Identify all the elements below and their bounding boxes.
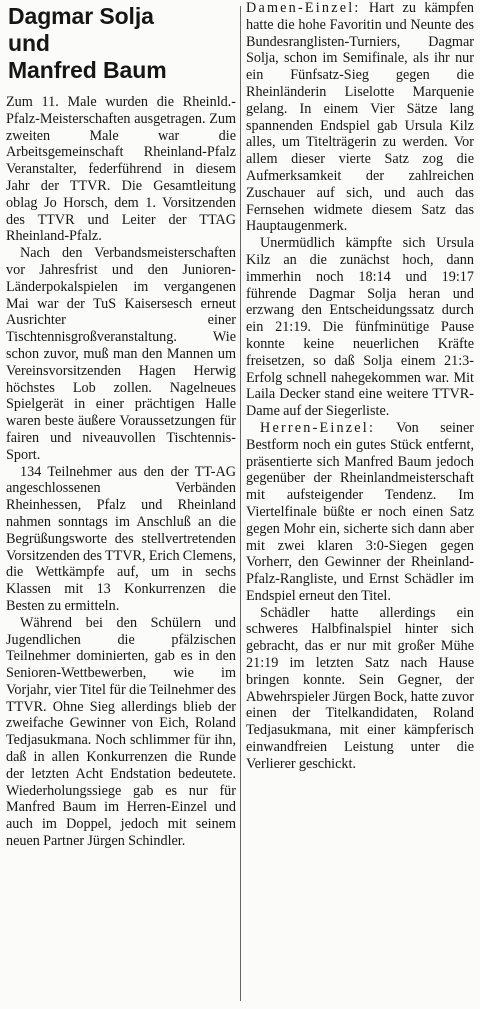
paragraph-women-final: Unermüdlich kämpfte sich Ursula Kilz an die zunächst hoch, dann immerhin noch 18:14 und 19:17 führende Dagmar Solja heran und erzwang den Entscheidungssatz durch ein 21:19. Die fünfminütige Pause konnte keine neuerlichen Kräfte freisetzen, so daß Solja einem 21:3-Erfolg schnell nahegekommen war. Mit Laila Decker stand eine weitere TTVR-Dame auf der Siegerliste. <box>246 235 474 420</box>
paragraph-men-semifinal: Schädler hatte allerdings ein schweres Halbfinalspiel hinter sich gebracht, das er nur mit großer Mühe 21:19 im letzten Satz nach Hause bringen konnte. Sein Gegner, der Abwehrspieler Jürgen Bock, hatte zuvor einen der Titelkandidaten, Roland Tedjasukmana, mit einer kämpferisch einwandfreien Leistung unter die Verlierer geschickt. <box>246 604 474 772</box>
headline-line-2: und <box>8 30 50 56</box>
paragraph-organizer: Nach den Verbandsmeisterschaften vor Jahresfrist und den Junioren-Länderpokalspielen im vergangenen Mai war der TuS Kaisersesch erneut Ausrichter einer Tischtennisgroßveranstaltung. Wie schon zuvor, muß man den Mannen um Vereinsvorsitzenden Hagen Herwig höchstes Lob zollen. Nagelneues Spielgerät in einer prächtigen Halle waren beste äußere Voraussetzungen für fairen und niveauvollen Tischtennis-Sport. <box>6 245 236 463</box>
left-column <box>6 0 236 1009</box>
paragraph-men-singles <box>246 420 474 605</box>
paragraph-results-overview: Während bei den Schülern und Jugendlichen die pfälzischen Teilnehmer dominierten, gab es in den Senioren-Wettbewerben, wie im Vorjahr, vier Titel für die Teilnehmer des TTVR. Ohne Sieg allerdings blieb der zweifache Gewinner von Eich, Roland Tedjasukmana. Noch schlimmer für ihn, daß in allen Konkurrenzen die Runde der letzten Acht Endstation bedeutete. Wiederholungssiege gab es nur für Manfred Baum im Herren-Einzel und auch im Doppel, jedoch mit seinem neuen Partner Jürgen Schindler. <box>6 614 236 850</box>
paragraph-women-singles <box>246 0 474 235</box>
article-headline <box>8 3 236 84</box>
right-column <box>246 0 474 1009</box>
paragraph-intro: Zum 11. Male wurden die Rheinld.-Pfalz-Meisterschaften ausgetragen. Zum zweiten Male war die Arbeitsgemeinschaft Rheinland-Pfalz Veranstalter, federführend in diesem Jahr der TTVR. Die Gesamtleitung oblag Jo Horsch, dem 1. Vorsitzenden des TTVR und Leiter der TTAG Rheinland-Pfalz. <box>6 94 236 245</box>
section-lead-women-singles: Damen-Einzel: <box>246 0 361 16</box>
paragraph-men-singles-text: Von seiner Bestform noch ein gutes Stück entfernt, präsentierte sich Manfred Baum jedoch gegenüber der Rheinlandmeisterschaft mit aufsteigender Tendenz. Im Viertelfinale büßte er noch einen Satz gegen Mohr ein, sicherte sich dann aber mit zwei klaren 3:0-Siegen gegen Vorherr, den Gewinner der Rheinland-Pfalz-Rangliste, und Ernst Schädler im Endspiel erneut den Titel. <box>246 419 474 604</box>
headline-line-1: Dagmar Solja <box>8 3 154 29</box>
paragraph-participants: 134 Teilnehmer aus den der TT-AG angeschlossenen Verbänden Rheinhessen, Pfalz und Rheinland nahmen sonntags im Anschluß an die Begrüßungsworte des stellvertretenden Vorsitzenden des TTVR, Erich Clemens, die Wettkämpfe auf, um in sechs Klassen mit 13 Konkurrenzen die Besten zu ermitteln. <box>6 463 236 614</box>
section-lead-men-singles: Herren-Einzel: <box>260 419 376 436</box>
column-divider <box>240 6 241 1001</box>
headline-line-3: Manfred Baum <box>8 57 167 83</box>
paragraph-women-singles-text: Hart zu kämpfen hatte die hohe Favoritin und Neunte des Bundesranglisten-Turniers, Dagmar Solja, schon im Semifinale, als ihr nur ein Fünfsatz-Sieg gegen die Rheinländerin Liselotte Marquenie gelang. In einem Vier Sätze lang spannenden Endspiel gab Ursula Kilz alles, um Titelträgerin zu werden. Vor allem dieser vierte Satz zog die Aufmerksamkeit der zahlreichen Zuschauer auf sich, und auch das Fernsehen widmete diesem Satz das Hauptaugenmerk. <box>246 0 474 235</box>
